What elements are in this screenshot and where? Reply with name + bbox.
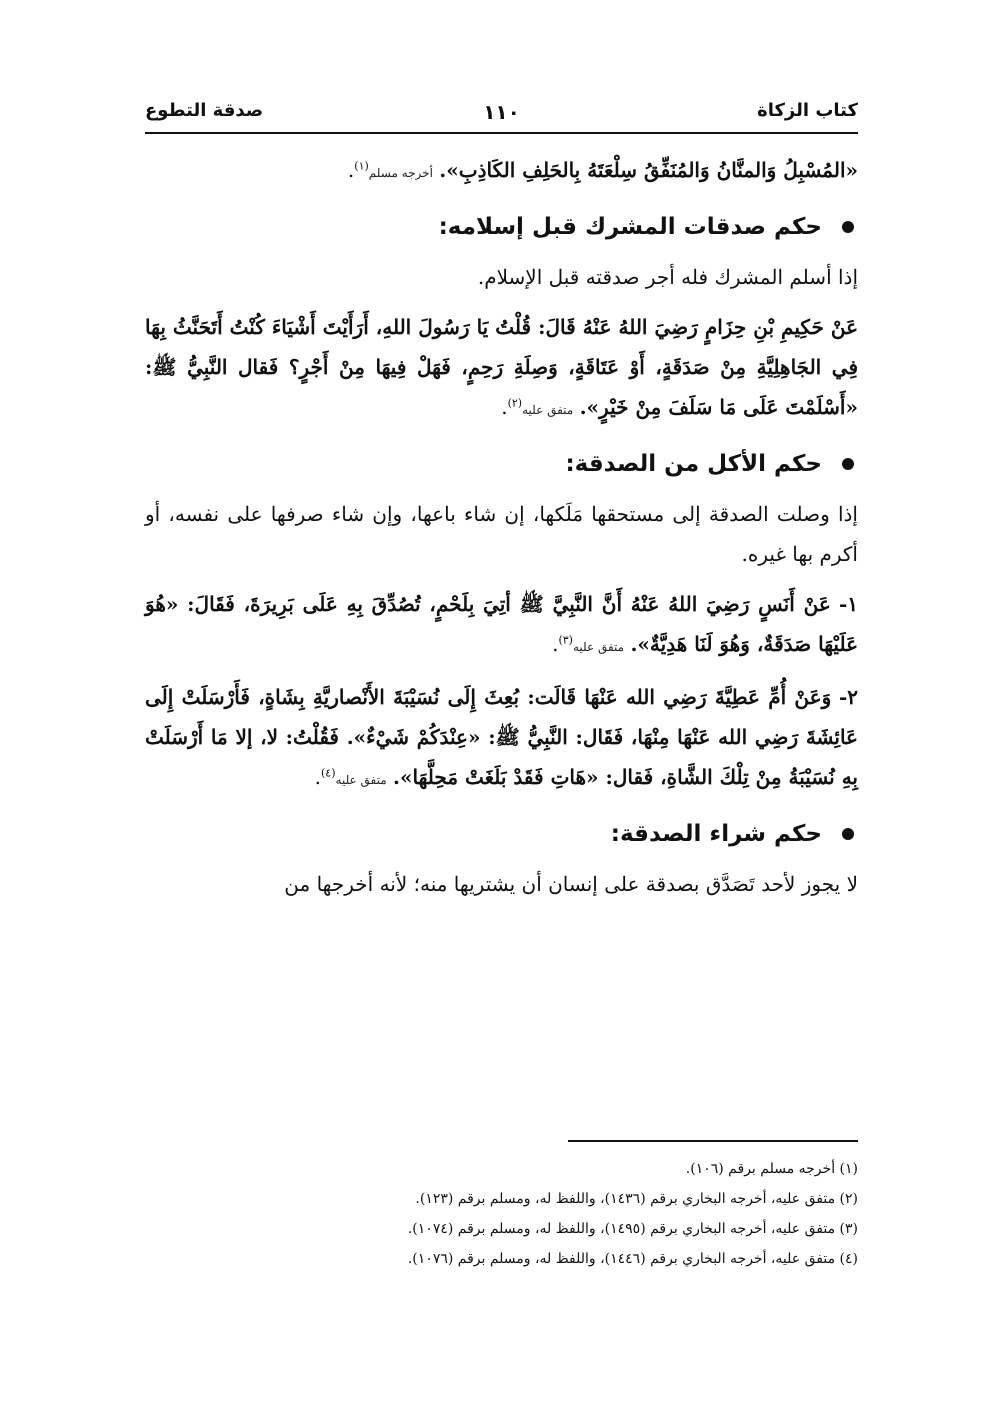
section-1-end: . <box>501 395 508 419</box>
footnote-ref-2: (٢) <box>507 396 523 410</box>
section-3-rule: لا يجوز لأحد تَصَدَّق بصدقة على إنسان أن يشتريها منه؛ لأنه أخرجها من <box>284 872 858 896</box>
item-1-source: متفق عليه <box>572 640 625 654</box>
footnote-2: (٢) متفق عليه، أخرجه البخاري برقم (١٤٣٦)، واللفظ له، ومسلم برقم (١٢٣). <box>415 1191 858 1207</box>
bullet-icon <box>842 221 854 233</box>
header-chapter-title: صدقة التطوع <box>145 100 264 121</box>
section-heading-1 <box>145 207 858 247</box>
section-2-item-1 <box>145 584 858 667</box>
main-content <box>145 150 858 914</box>
footnote-1: (١) أخرجه مسلم برقم (١٠٦). <box>685 1161 858 1177</box>
item-2-source: متفق عليه <box>335 773 387 787</box>
bullet-icon <box>842 458 854 470</box>
running-header <box>145 96 858 134</box>
section-1-rule: إذا أسلم المشرك فله أجر صدقته قبل الإسلام. <box>477 265 858 289</box>
header-page-number: ١١٠ <box>483 100 520 124</box>
section-heading-3 <box>145 814 858 854</box>
intro-paragraph <box>145 150 858 193</box>
item-2-number: ٢- <box>838 685 859 709</box>
item-2-text: وَعَنْ أُمِّ عَطِيَّةَ رَضِي الله عَنْهَا قَالَت: بُعِثَ إِلَى نُسَيْبَةَ الأَنْصاريَّةِ بِشَاةٍ، فَأَرْسَلَتْ إِلَى عَائِشَةَ رَضِي الله عَنْهَا مِنْهَا، فَقَال: النَّبِيُّ ﷺ: «عِنْدَكُمْ شَيْءٌ». فَقُلْتُ: لا، إلا مَا أَرْسَلَتْ بِهِ نُسَيْبَةُ مِنْ تِلْكَ الشَّاةِ، فَقال: «هَاتِ فَقَدْ بَلَغَتْ مَحِلَّهَا». <box>145 685 858 789</box>
footnote-divider <box>568 1140 858 1142</box>
footnote-4: (٤) متفق عليه، أخرجه البخاري برقم (١٤٤٦)، واللفظ له، ومسلم برقم (١٠٧٦). <box>407 1251 858 1267</box>
footnotes <box>145 1140 858 1274</box>
footnote-ref-1: (١) <box>354 159 369 173</box>
section-2-item-2 <box>145 677 858 800</box>
intro-end: . <box>347 158 355 182</box>
section-heading-2-text: حكم الأكل من الصدقة: <box>565 451 822 477</box>
item-1-end: . <box>552 632 559 656</box>
section-1-source: متفق عليه <box>522 403 574 417</box>
section-heading-2 <box>145 444 858 484</box>
footnote-ref-4: (٤) <box>321 766 336 780</box>
section-heading-1-text: حكم صدقات المشرك قبل إسلامه: <box>438 214 822 240</box>
item-1-number: ١- <box>838 592 858 616</box>
item-1-text: عَنْ أَنَسٍ رَضِيَ اللهُ عَنْهُ أَنَّ النَّبِيَّ ﷺ أتِيَ بِلَحْمٍ، تُصُدِّقَ بِهِ عَلَى بَرِيرَةَ، فَقَالَ: «هُوَ عَلَيْهَا صَدَقَةٌ، وَهُوَ لَنَا هَدِيَّةٌ». <box>145 592 858 656</box>
footnote-ref-3: (٣) <box>558 633 573 647</box>
section-1-hadith <box>145 307 858 430</box>
header-book-title: كتاب الزكاة <box>757 100 858 121</box>
section-heading-3-text: حكم شراء الصدقة: <box>610 821 822 847</box>
bullet-icon <box>842 828 854 840</box>
section-2-rule: إذا وصلت الصدقة إلى مستحقها مَلَكها، إن شاء باعها، وإن شاء صرفها على نفسه، أو أكرم بها غيره. <box>145 502 858 566</box>
footnote-3: (٣) متفق عليه، أخرجه البخاري برقم (١٤٩٥)، واللفظ له، ومسلم برقم (١٠٧٤). <box>407 1221 858 1237</box>
item-2-end: . <box>314 765 321 789</box>
intro-quote: «المُسْبِلُ وَالمنَّانُ وَالمُنَفِّقُ سِلْعَتَهُ بِالحَلِفِ الكَاذِبِ». <box>439 158 858 182</box>
intro-source: أخرجه مسلم <box>368 166 433 180</box>
section-1-hadith-text: عَنْ حَكِيمِ بْنِ حِزَامٍ رَضِيَ اللهُ عَنْهُ قَالَ: قُلْتُ يَا رَسُولَ اللهِ، أَرَأَيْتَ أَشْيَاءَ كُنْتُ أَتَحَنَّثُ بِهَا فِي الجَاهِلِيَّةِ مِنْ صَدَقَةٍ، أَوْ عَتَاقَةٍ، وَصِلَةِ رَحِمٍ، فَهَلْ فِيهَا مِنْ أَجْرٍ؟ فَقال النَّبِيُّ ﷺ: «أَسْلَمْتَ عَلَى مَا سَلَفَ مِنْ خَيْرٍ». <box>145 315 858 419</box>
